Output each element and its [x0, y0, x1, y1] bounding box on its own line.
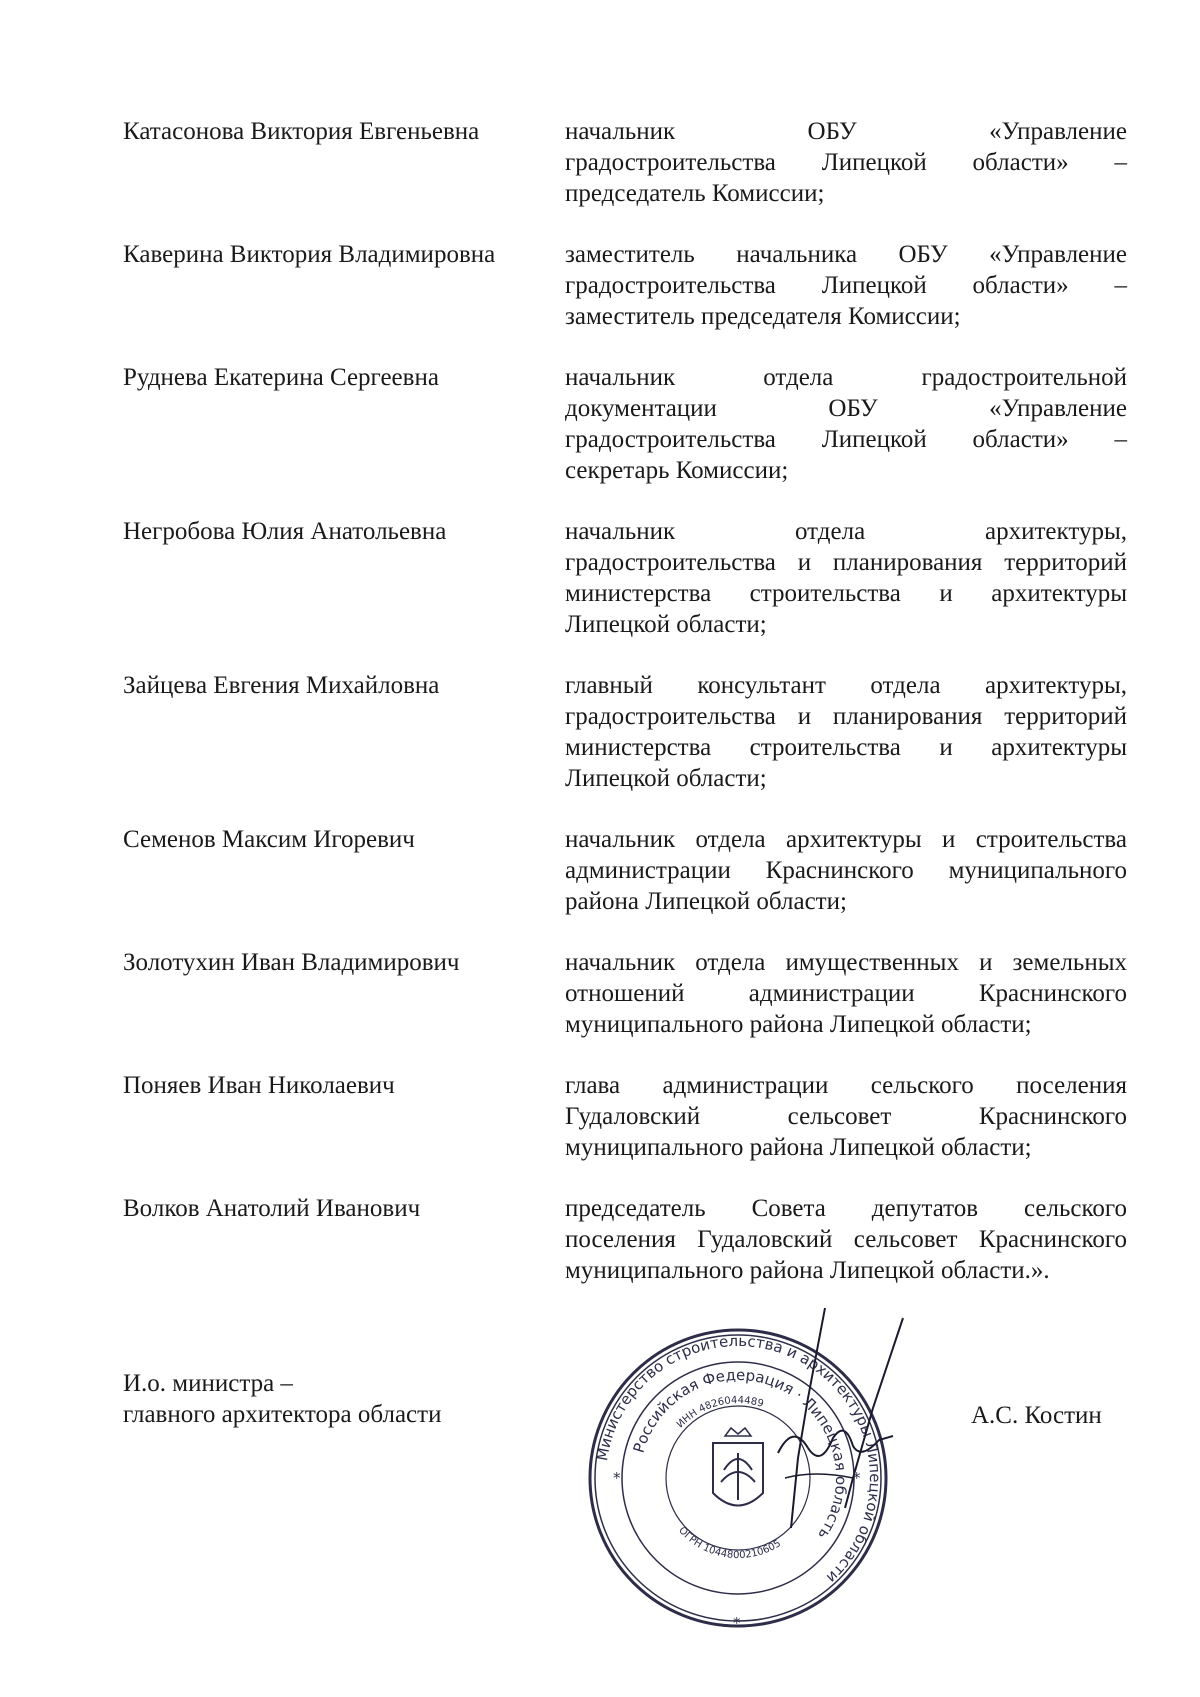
member-role-line: отношений администрации Краснинского [565, 980, 1127, 1007]
member-row [123, 670, 1133, 794]
member-role [565, 1193, 1127, 1286]
member-role-line: секретарь Комиссии; [565, 457, 789, 484]
member-name: Каверина Виктория Владимировна [123, 241, 496, 268]
stamp-inner-text: Российская Федерация · Липецкая область [629, 1365, 851, 1543]
member-name: Зайцева Евгения Михайловна [123, 672, 440, 699]
stamp-star-icon: * [613, 1469, 621, 1487]
member-row [123, 947, 1133, 1040]
member-role [565, 824, 1127, 917]
stamp-star-icon: * [853, 1469, 861, 1487]
member-role [565, 670, 1127, 794]
member-role-line: начальник отдела имущественных и земельных [565, 949, 1127, 976]
member-role-line: начальник ОБУ «Управление [565, 118, 1127, 145]
stamp-inn-text: ИНН 4826044489 [674, 1395, 765, 1431]
member-role [565, 947, 1127, 1040]
signer-name: А.С. Костин [971, 1402, 1102, 1429]
member-role-line: заместитель председателя Комиссии; [565, 303, 961, 330]
member-role-line: градостроительства Липецкой области» – [565, 272, 1127, 299]
stamp-seal-icon [553, 1328, 923, 1638]
member-row [123, 362, 1133, 486]
stamp-star-icon: * [733, 1614, 741, 1632]
member-name: Семенов Максим Игоревич [123, 826, 415, 853]
member-role-line: градостроительства Липецкой области» – [565, 149, 1127, 176]
member-name: Катасонова Виктория Евгеньевна [123, 118, 480, 145]
member-name: Негробова Юлия Анатольевна [123, 518, 447, 545]
stamp-outer-text: Министерство строительства и архитектуры Липецкой области [593, 1331, 885, 1587]
member-role-line: глава администрации сельского поселения [565, 1072, 1127, 1099]
member-role [565, 1070, 1127, 1163]
signer-title-line: главного архитектора области [123, 1401, 442, 1428]
member-row [123, 116, 1133, 209]
member-role-line: Липецкой области; [565, 765, 767, 792]
member-role-line: начальник отдела архитектуры и строительства [565, 826, 1127, 853]
member-name: Волков Анатолий Иванович [123, 1195, 421, 1222]
coat-of-arms-icon [713, 1428, 763, 1506]
member-role-line: администрации Краснинского муниципального [565, 857, 1127, 884]
member-role-line: муниципального района Липецкой области; [565, 1011, 1032, 1038]
member-row [123, 1193, 1133, 1286]
member-role-line: градостроительства и планирования территорий [565, 549, 1127, 576]
member-name: Руднева Екатерина Сергеевна [123, 364, 439, 391]
member-role-line: министерства строительства и архитектуры [565, 734, 1127, 761]
official-stamp [553, 1328, 923, 1638]
member-role-line: поселения Гудаловский сельсовет Краснинского [565, 1226, 1127, 1253]
member-role-line: председатель Совета депутатов сельского [565, 1195, 1127, 1222]
member-name: Золотухин Иван Владимирович [123, 949, 460, 976]
member-role-line: муниципального района Липецкой области.». [565, 1257, 1050, 1284]
member-role-line: документации ОБУ «Управление [565, 395, 1127, 422]
member-role-line: градостроительства и планирования территорий [565, 703, 1127, 730]
member-role [565, 516, 1127, 640]
member-role-line: Липецкой области; [565, 611, 767, 638]
member-name: Поняев Иван Николаевич [123, 1072, 395, 1099]
member-role-line: района Липецкой области; [565, 888, 847, 915]
member-role-line: главный консультант отдела архитектуры, [565, 672, 1127, 699]
signer-title-line: И.о. министра – [123, 1370, 293, 1397]
member-role [565, 116, 1127, 209]
member-role-line: муниципального района Липецкой области; [565, 1134, 1032, 1161]
signature-block [123, 1331, 1133, 1632]
member-role-line: председатель Комиссии; [565, 180, 825, 207]
stamp-ogrn-text: ОГРН 1044800210605 [676, 1525, 783, 1562]
commission-members-list [123, 116, 1133, 1286]
member-row [123, 1070, 1133, 1163]
member-role-line: градостроительства Липецкой области» – [565, 426, 1127, 453]
member-row [123, 824, 1133, 917]
member-role [565, 362, 1127, 486]
signer-title [123, 1368, 523, 1430]
member-role-line: Гудаловский сельсовет Краснинского [565, 1103, 1127, 1130]
member-role-line: начальник отдела архитектуры, [565, 518, 1127, 545]
member-row [123, 516, 1133, 640]
member-role-line: заместитель начальника ОБУ «Управление [565, 241, 1127, 268]
member-role-line: министерства строительства и архитектуры [565, 580, 1127, 607]
member-row [123, 239, 1133, 332]
member-role [565, 239, 1127, 332]
member-role-line: начальник отдела градостроительной [565, 364, 1127, 391]
